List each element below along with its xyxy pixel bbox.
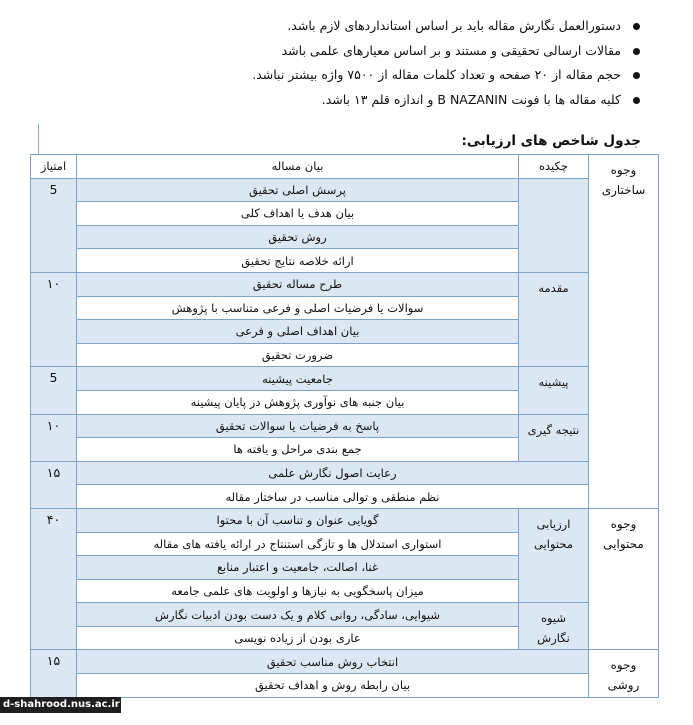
margin-line: [38, 124, 39, 154]
table-row: [31, 603, 659, 627]
header-issue: بیان مساله: [77, 155, 519, 179]
aspect-structural-cell: [589, 155, 659, 509]
group-content: وجوه محتوایی: [589, 508, 659, 650]
section-cell-empty: [519, 178, 589, 272]
score-cell: 5: [31, 367, 77, 414]
criterion: بیان هدف یا اهداف کلی: [77, 202, 519, 226]
criterion: بیان جنبه های نوآوری پژوهش در پایان پیشینه: [77, 390, 519, 414]
criterion: رعایت اصول نگارش علمی: [77, 461, 589, 485]
table-row: [31, 650, 659, 674]
group-structural: ساختاری: [601, 183, 646, 197]
header-section: چکیده: [519, 155, 589, 179]
criterion: بیان رابطه روش و اهداف تحقیق: [77, 674, 589, 698]
criterion: گویایی عنوان و تناسب آن با محتوا: [77, 508, 519, 532]
score-cell: ۱۰: [31, 272, 77, 366]
table-header-row: [31, 155, 659, 179]
criterion: انتخاب روش مناسب تحقیق: [77, 650, 589, 674]
table-row: [31, 178, 659, 202]
criterion: عاری بودن از زیاده نویسی: [77, 626, 519, 650]
criterion: روش تحقیق: [77, 225, 519, 249]
bullet-dot: [633, 48, 640, 55]
criterion: ضرورت تحقیق: [77, 343, 519, 367]
section-intro: مقدمه: [519, 272, 589, 366]
guideline-item: حجم مقاله از ۲۰ صفحه و تعداد کلمات مقاله از ۷۵۰۰ واژه بیشتر نباشد.: [43, 63, 643, 88]
criterion: بیان اهداف اصلی و فرعی: [77, 320, 519, 344]
section-content-eval: ارزیابی محتوایی: [519, 508, 589, 602]
criterion: جامعیت پیشینه: [77, 367, 519, 391]
table-row: [31, 674, 659, 698]
table-row: [31, 485, 659, 509]
header-score: امتیاز: [31, 155, 77, 179]
header-aspect: وجوه: [610, 163, 637, 177]
table-row: [31, 414, 659, 438]
score-cell: ۱۰: [31, 414, 77, 461]
group-method: وجوه روشی: [589, 650, 659, 697]
section-conclusion: نتیجه گیری: [519, 414, 589, 461]
criterion: میزان پاسخگویی به نیازها و اولویت های علمی جامعه: [77, 579, 519, 603]
guideline-item: دستورالعمل نگارش مقاله باید بر اساس استانداردهای لازم باشد.: [43, 14, 643, 39]
guideline-item: کلیه مقاله ها با فونت B NAZANIN و اندازه قلم ۱۳ باشد.: [43, 88, 643, 113]
criterion: طرح مساله تحقیق: [77, 272, 519, 296]
criterion: استواری استدلال ها و تازگی استنتاج در ارائه یافته های مقاله: [77, 532, 519, 556]
criterion: سوالات یا فرضیات اصلی و فرعی متناسب با پژوهش: [77, 296, 519, 320]
criterion: ارائه خلاصه نتایج تحقیق: [77, 249, 519, 273]
guidelines-list: [43, 14, 643, 112]
criterion: جمع بندی مراحل و یافته ها: [77, 438, 519, 462]
bullet-dot: [633, 97, 640, 104]
criterion: غنا، اصالت، جامعیت و اعتبار منابع: [77, 556, 519, 580]
table-row: [31, 461, 659, 485]
table-title: جدول شاخص های ارزیابی:: [461, 133, 641, 149]
criterion: پاسخ به فرضیات یا سوالات تحقیق: [77, 414, 519, 438]
guideline-item: مقالات ارسالی تحقیقی و مستند و بر اساس معیارهای علمی باشد: [43, 39, 643, 64]
evaluation-table: [30, 154, 659, 698]
score-cell: ۱۵: [31, 461, 77, 508]
table-row: [31, 367, 659, 391]
bullet-dot: [633, 72, 640, 79]
criterion: پرسش اصلی تحقیق: [77, 178, 519, 202]
criterion: شیوایی، سادگی، روانی کلام و یک دست بودن ادبیات نگارش: [77, 603, 519, 627]
site-watermark: d-shahrood.nus.ac.ir: [0, 697, 121, 713]
section-writing: شیوه نگارش: [519, 603, 589, 650]
table-row: [31, 508, 659, 532]
criterion: نظم منطقی و توالی مناسب در ساختار مقاله: [77, 485, 589, 509]
score-cell: ۱۵: [31, 650, 77, 697]
bullet-dot: [633, 23, 640, 30]
score-cell: ۴۰: [31, 508, 77, 650]
section-literature: پیشینه: [519, 367, 589, 414]
score-cell: 5: [31, 178, 77, 272]
table-row: [31, 272, 659, 296]
